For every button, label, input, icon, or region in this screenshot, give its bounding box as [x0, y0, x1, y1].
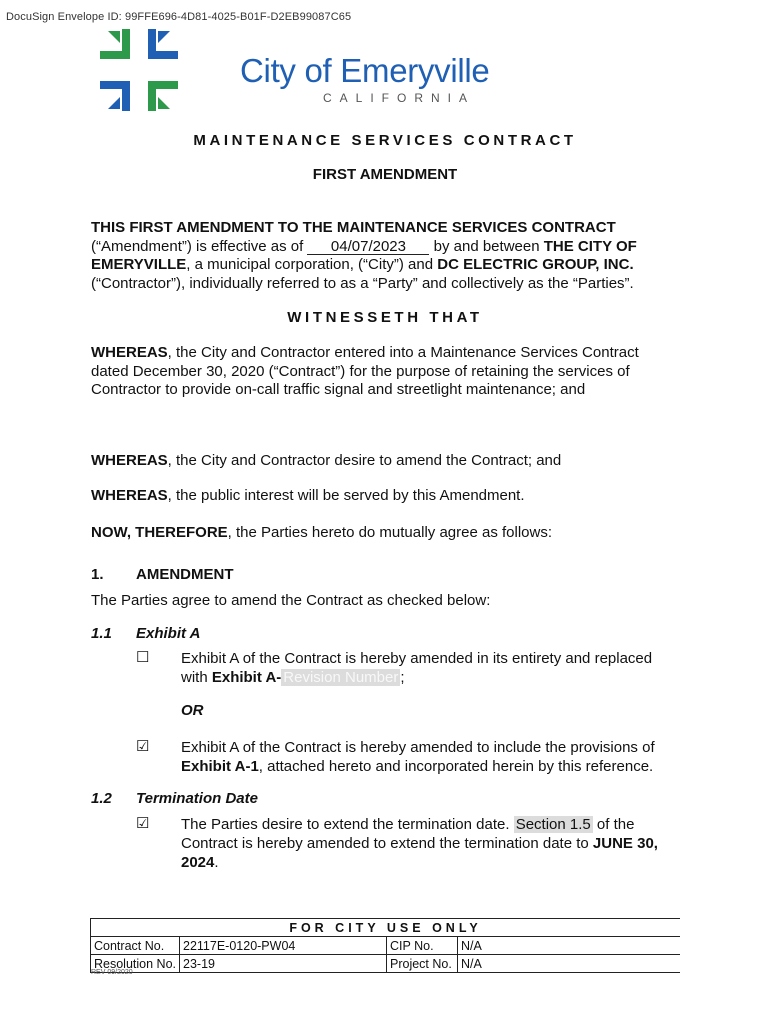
city-logo-icon	[94, 25, 184, 120]
option-text: .	[214, 854, 219, 871]
section-1-2-number: 1.2	[91, 790, 112, 807]
contract-no-label: Contract No.	[91, 937, 180, 955]
section-1-number: 1.	[91, 566, 104, 583]
whereas-text: , the City and Contractor entered into a Maintenance Services Contract	[167, 344, 639, 361]
exhibit-include-option	[181, 738, 681, 776]
option-text: Contract is hereby amended to extend the termination date to	[181, 835, 593, 852]
option-text: Exhibit A of the Contract is hereby amended to include the provisions of	[181, 739, 655, 756]
cip-no-label: CIP No.	[387, 937, 458, 955]
amendment-title: FIRST AMENDMENT	[312, 166, 458, 183]
whereas-paragraph-3	[91, 487, 691, 506]
party-city: EMERYVILLE	[91, 256, 187, 273]
contract-title: MAINTENANCE SERVICES CONTRACT	[193, 132, 577, 149]
whereas-text: dated December 30, 2020 (“Contract”) for the purpose of retaining the services of	[91, 362, 630, 380]
whereas-lead: WHEREAS	[91, 487, 168, 504]
intro-text: by and between	[429, 237, 544, 255]
option-text: , attached hereto and incorporated herein by this reference.	[258, 758, 654, 775]
option-text: ;	[400, 669, 405, 686]
city-use-table	[90, 918, 680, 973]
termination-option	[181, 815, 681, 872]
termination-date: JUNE 30,	[592, 835, 658, 852]
revision-number-field[interactable]: Revision Number	[283, 669, 399, 686]
section-1-text: The Parties agree to amend the Contract as checked below:	[91, 592, 491, 609]
whereas-lead: WHEREAS	[91, 452, 168, 469]
now-therefore-text: , the Parties hereto do mutually agree as follows:	[227, 524, 553, 541]
termination-checkbox[interactable]: ☑	[136, 815, 150, 832]
option-text: Exhibit A of the Contract is hereby amended in its entirety and replaced	[181, 650, 653, 667]
whereas-paragraph-1	[91, 344, 691, 400]
exhibit-replace-checkbox[interactable]: ☐	[136, 649, 150, 666]
party-city: THE CITY OF	[543, 237, 637, 255]
option-bold: Exhibit A-1	[181, 758, 259, 775]
intro-bold-lead: THIS FIRST AMENDMENT TO THE MAINTENANCE SERVICES CONTRACT	[91, 219, 616, 236]
option-text: of the	[592, 816, 635, 833]
effective-date-field[interactable]: 04/07/2023	[307, 239, 429, 255]
intro-text: , a municipal corporation, (“City”) and	[186, 256, 438, 273]
whereas-text: Contractor to provide on-call traffic signal and streetlight maintenance; and	[91, 381, 586, 398]
now-therefore-paragraph	[91, 524, 691, 543]
whereas-lead: WHEREAS	[91, 344, 168, 361]
section-1-2-title: Termination Date	[136, 790, 258, 807]
project-no-label: Project No.	[387, 955, 458, 973]
section-1-1-title: Exhibit A	[136, 625, 201, 642]
whereas-text: , the public interest will be served by this Amendment.	[167, 487, 525, 504]
party-contractor: DC ELECTRIC GROUP, INC.	[437, 256, 634, 273]
intro-paragraph	[91, 219, 691, 293]
intro-text: (“Contractor”), individually referred to as a “Party” and collectively as the “Parties”.	[91, 274, 634, 292]
state-name: CALIFORNIA	[323, 91, 476, 105]
or-label: OR	[181, 702, 204, 719]
table-row	[91, 955, 681, 973]
intro-text: (“Amendment”) is effective as of	[91, 237, 308, 255]
resolution-no-label: Resolution No.	[91, 955, 180, 973]
city-name: City of Emeryville	[240, 52, 490, 89]
option-text: The Parties desire to extend the termination date.	[181, 816, 514, 833]
resolution-no-value: 23-19	[180, 955, 387, 973]
city-use-heading: FOR CITY USE ONLY	[91, 919, 681, 937]
section-1-1-number: 1.1	[91, 625, 112, 642]
termination-date: 2024	[181, 854, 215, 871]
section-reference[interactable]: Section 1.5	[515, 816, 591, 833]
revision-note: REV 09/2020	[91, 969, 133, 976]
docusign-envelope-id: DocuSign Envelope ID: 99FFE696-4D81-4025-B01F-D2EB99087C65	[6, 11, 352, 23]
contract-no-value: 22117E-0120-PW04	[180, 937, 387, 955]
table-row	[91, 937, 681, 955]
section-1-title: AMENDMENT	[136, 566, 234, 583]
witnesseth-heading: WITNESSETH THAT	[287, 309, 483, 326]
whereas-text: , the City and Contractor desire to amend the Contract; and	[167, 452, 562, 469]
now-therefore-lead: NOW, THEREFORE	[91, 524, 228, 541]
whereas-paragraph-2	[91, 452, 691, 471]
option-bold: Exhibit A-	[211, 669, 282, 686]
project-no-value: N/A	[458, 955, 681, 973]
option-text: with	[181, 669, 212, 686]
exhibit-include-checkbox[interactable]: ☑	[136, 738, 150, 755]
cip-no-value: N/A	[458, 937, 681, 955]
exhibit-replace-option	[181, 649, 681, 687]
